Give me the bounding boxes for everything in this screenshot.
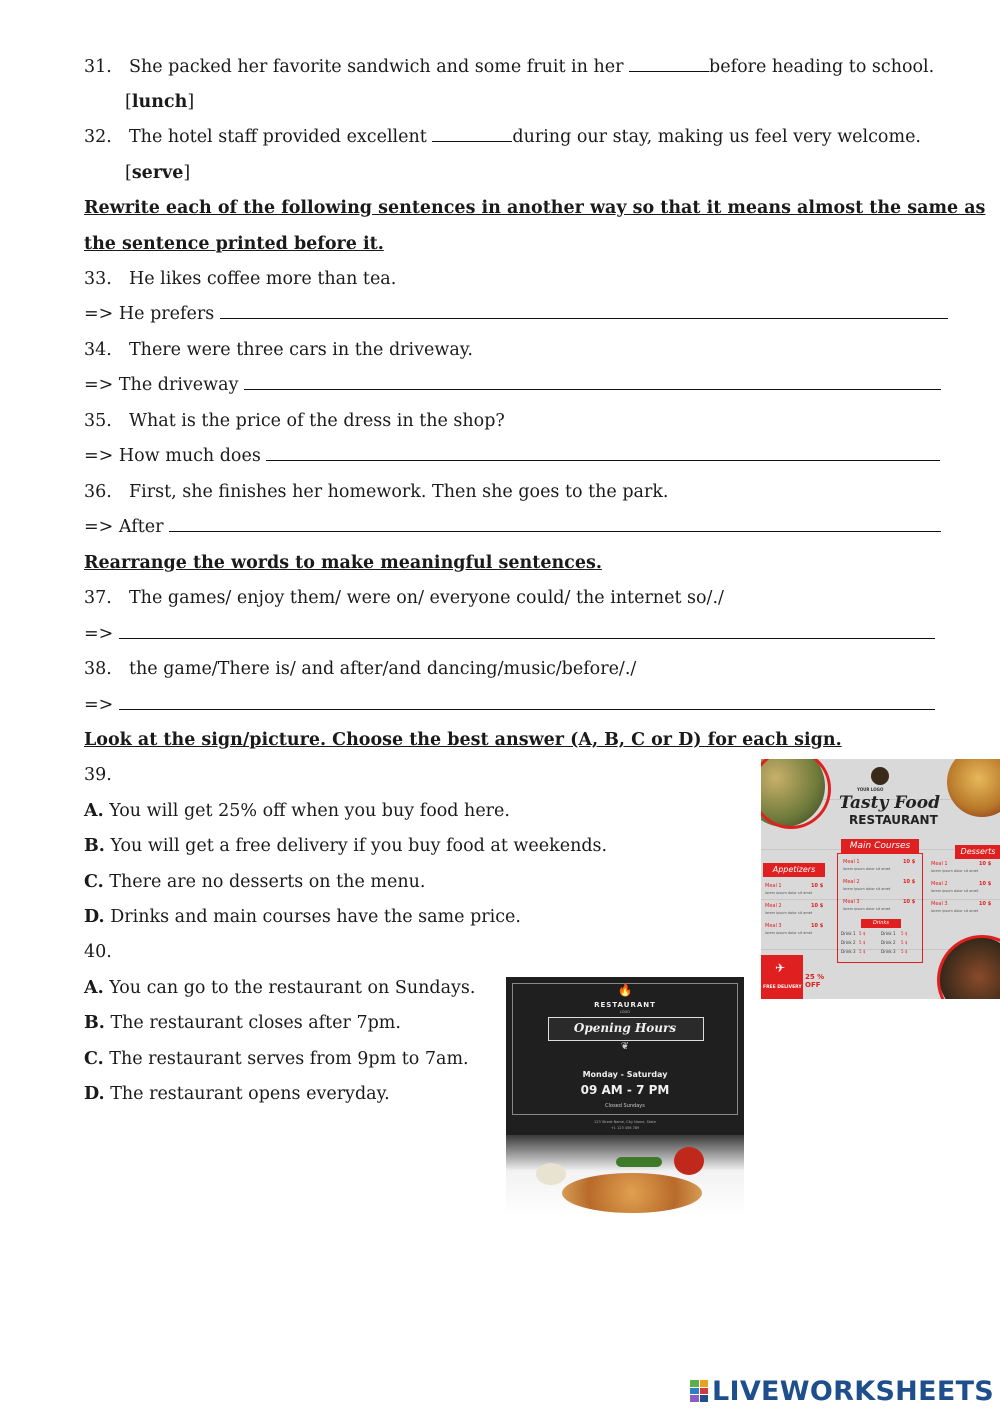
question-text: She packed her favorite sandwich and some fruit in her [129,57,630,77]
opening-hours-image [506,977,744,1215]
logo-icon [871,767,889,785]
hours-days: Monday - Saturday [582,1070,668,1079]
delivery-icon: ✈ [775,961,786,975]
answer-line-37 [84,622,935,646]
hours-brand-sub: LOGO [619,1010,631,1014]
option-40-c[interactable]: C. The restaurant serves from 9pm to 7am. [84,1049,469,1069]
answer-blank[interactable] [629,57,709,72]
question-number: 32. [84,127,112,147]
menu-logo-text: YOUR LOGO [857,787,884,792]
question-text: the game/There is/ and after/and dancing/music/before/./ [129,659,637,679]
question-40-number: 40. [84,942,112,962]
answer-prefix: => [84,624,119,644]
answer-line-38 [84,693,935,717]
question-34 [84,338,473,362]
discount-label: 25 % OFF [805,973,825,989]
question-number: 34. [84,340,112,360]
answer-input[interactable] [169,517,941,532]
option-40-d[interactable]: D. The restaurant opens everyday. [84,1084,390,1104]
option-39-b[interactable]: B. You will get a free delivery if you buy food at weekends. [84,836,608,856]
question-text: The hotel staff provided excellent [129,127,433,147]
question-35 [84,409,505,433]
question-number: 35. [84,411,112,431]
question-39-number: 39. [84,765,112,785]
pizza-icon [562,1173,702,1213]
question-31 [84,55,934,79]
answer-prefix: => [84,695,119,715]
mushroom-icon [536,1163,566,1185]
tomato-icon [674,1147,704,1175]
option-39-c[interactable]: C. There are no desserts on the menu. [84,872,426,892]
menu-drinks-ribbon: Drinks [861,919,901,928]
question-text: First, she finishes her homework. Then she goes to the park. [129,482,669,502]
menu-main-courses-ribbon: Main Courses [841,839,919,853]
hours-time: 09 AM - 7 PM [580,1083,670,1097]
liveworksheets-logo [690,1375,994,1407]
question-text: The games/ enjoy them/ were on/ everyone could/ the internet so/./ [129,588,724,608]
hours-address: 123 Street Name, City Name, State [594,1120,656,1124]
question-number: 36. [84,482,112,502]
question-text-after: before heading to school. [709,57,935,77]
liveworksheets-icon [690,1380,708,1402]
answer-prefix: => After [84,517,170,537]
liveworksheets-wordmark: LIVEWORKSHEETS [712,1375,995,1407]
answer-input[interactable] [119,624,935,639]
hours-closed: Closed Sundays [605,1103,645,1109]
question-text-after: during our stay, making us feel very welcome. [512,127,921,147]
answer-prefix: => The driveway [84,375,245,395]
menu-title-script: Tasty Food [839,793,940,813]
answer-line-36 [84,515,941,539]
answer-line-33 [84,302,948,326]
question-number: 38. [84,659,112,679]
option-40-b[interactable]: B. The restaurant closes after 7pm. [84,1013,401,1033]
question-text: He likes coffee more than tea. [129,269,397,289]
option-40-a[interactable]: A. You can go to the restaurant on Sundays. [84,978,476,998]
answer-input[interactable] [220,304,948,319]
question-37 [84,586,724,610]
hint-word: lunch [131,92,188,112]
hours-phone: +1 123 456 789 [610,1126,640,1130]
answer-input[interactable] [266,446,940,461]
answer-input[interactable] [244,375,941,390]
answer-line-35 [84,444,940,468]
question-number: 31. [84,57,112,77]
pepper-icon [616,1157,662,1167]
section-heading-rearrange: Rearrange the words to make meaningful sentences. [84,553,602,573]
restaurant-menu-image: YOUR LOGO Tasty Food RESTAURANT Main Courses Appetizers Desserts Meal 1 10 $ lorem ipsum dolor sit amet Meal 2 10 $ lorem ipsum dolor sit amet Meal 3 10 $ lorem ipsum dolor sit amet Drinks Drink 1 5 $ Drink 1 5 $ Drink 2 5 $ Drink 2 5 $ Drink 3 5 $ Drink 3 5 $ Meal 1 10 $ lorem ipsum dolor sit amet Meal 2 10 $ lorem ipsum dolor sit amet Meal 3 10 $ lorem ipsum dolor sit amet Meal 1 10 $ lorem ipsum dolor sit amet Meal 2 10 $ lorem ipsum dolor sit amet Meal 3 10 $ lorem ipsum dolor sit amet ✈ FREE DELIVERY 25 % OFF [761,759,1000,999]
question-text: What is the price of the dress in the shop? [129,411,505,431]
section-heading-sign: Look at the sign/picture. Choose the best answer (A, B, C or D) for each sign. [84,730,842,750]
word-hint: [serve] [125,163,191,183]
free-delivery-label: FREE DELIVERY [763,985,802,990]
answer-prefix: => How much does [84,446,267,466]
word-hint: [lunch] [125,92,195,112]
answer-prefix: => He prefers [84,304,220,324]
hours-banner: Opening Hours [573,1021,677,1035]
flourish-icon: ❦ [620,1041,630,1052]
question-33 [84,267,396,291]
section-heading-rewrite: Rewrite each of the following sentences in another way so that it means almost the same as [84,198,986,218]
option-39-a[interactable]: A. You will get 25% off when you buy food here. [84,801,510,821]
question-text: There were three cars in the driveway. [129,340,473,360]
question-number: 33. [84,269,112,289]
option-39-d[interactable]: D. Drinks and main courses have the same price. [84,907,521,927]
flame-icon: 🔥 [617,983,633,997]
answer-line-34 [84,373,941,397]
hours-brand: RESTAURANT [594,1001,656,1009]
answer-blank[interactable] [432,127,512,142]
question-38 [84,657,636,681]
hint-word: serve [131,163,184,183]
section-heading-rewrite-cont: the sentence printed before it. [84,234,384,254]
answer-input[interactable] [119,695,935,710]
menu-appetizers-ribbon: Appetizers [763,863,825,877]
question-32 [84,125,921,149]
menu-desserts-ribbon: Desserts [955,845,1000,859]
question-number: 37. [84,588,112,608]
menu-title-block: RESTAURANT [849,813,938,827]
question-36 [84,480,669,504]
waffle-photo-icon [947,759,1000,817]
